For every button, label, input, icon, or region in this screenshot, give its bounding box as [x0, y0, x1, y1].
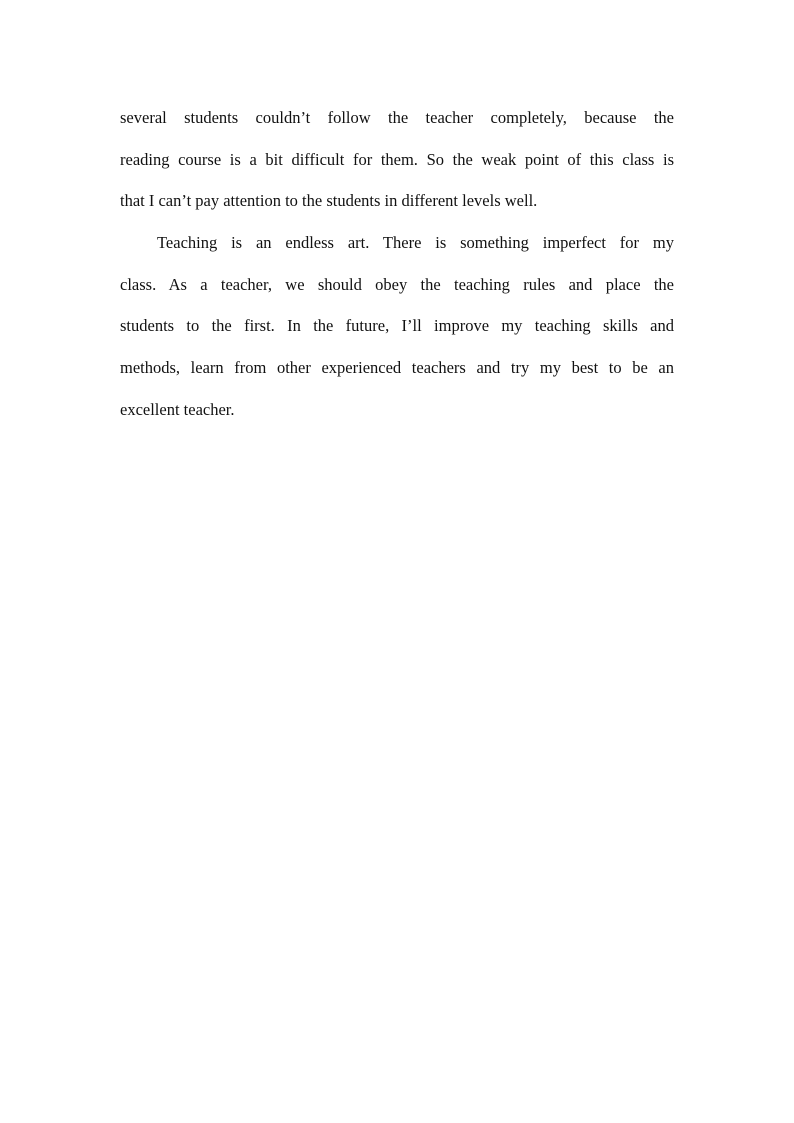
- document-body: [120, 97, 674, 431]
- paragraph-line: Teaching is an endless art. There is something imperfect for my: [157, 233, 674, 253]
- paragraph-2: [120, 222, 674, 430]
- paragraph-1: [120, 97, 674, 222]
- paragraph-line: that I can’t pay attention to the students in different levels well.: [120, 191, 538, 211]
- paragraph-line: class. As a teacher, we should obey the teaching rules and place the: [120, 274, 674, 294]
- paragraph-line: several students couldn’t follow the teacher completely, because the: [120, 108, 674, 127]
- paragraph-line: reading course is a bit difficult for them. So the weak point of this class is: [120, 149, 674, 169]
- paragraph-line: methods, learn from other experienced teachers and try my best to be an: [120, 358, 674, 378]
- paragraph-line: excellent teacher.: [120, 399, 235, 419]
- paragraph-line: students to the first. In the future, I’ll improve my teaching skills and: [120, 316, 674, 336]
